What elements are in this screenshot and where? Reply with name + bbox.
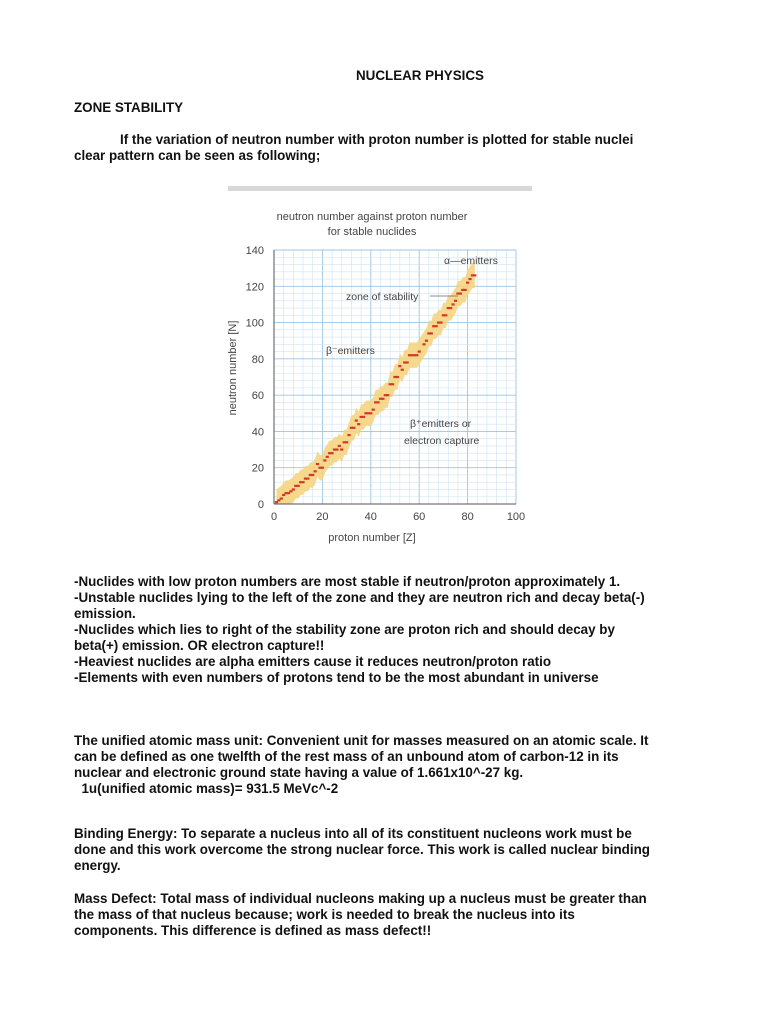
beta-minus-label: β⁻emitters bbox=[326, 345, 375, 357]
document-title: NUCLEAR PHYSICS bbox=[356, 68, 484, 83]
data-point bbox=[347, 434, 350, 436]
data-point bbox=[292, 488, 295, 490]
data-point bbox=[468, 278, 471, 280]
mass-defect-line: components. This difference is defined as mass defect!! bbox=[74, 923, 432, 938]
data-point bbox=[316, 463, 319, 465]
intro-line-1: If the variation of neutron number with proton number is plotted for stable nuclei bbox=[120, 132, 634, 147]
data-point bbox=[323, 459, 326, 461]
stability-chart bbox=[222, 176, 532, 550]
chart-subtitle: for stable nuclides bbox=[327, 226, 417, 238]
data-point bbox=[439, 321, 442, 323]
x-tick-label: 100 bbox=[506, 511, 526, 523]
mass-defect-line: Mass Defect: Total mass of individual nucleons making up a nucleus must be greater than bbox=[74, 891, 647, 906]
data-point bbox=[464, 289, 467, 291]
data-point bbox=[473, 274, 476, 276]
data-point bbox=[338, 445, 341, 447]
data-point bbox=[297, 485, 300, 487]
faint-caption bbox=[228, 186, 532, 191]
section-heading: ZONE STABILITY bbox=[74, 100, 184, 115]
x-tick-label: 40 bbox=[364, 511, 377, 523]
y-tick-label: 100 bbox=[245, 317, 264, 330]
data-point bbox=[398, 365, 401, 367]
amu-line: 1u(unified atomic mass)= 931.5 MeVc^-2 bbox=[74, 781, 339, 796]
y-tick-label: 0 bbox=[257, 499, 264, 511]
data-point bbox=[425, 340, 428, 342]
alpha-emitters-label: α—emitters bbox=[444, 255, 498, 267]
data-point bbox=[406, 361, 409, 363]
y-tick-label: 140 bbox=[245, 245, 264, 257]
data-point bbox=[355, 419, 358, 421]
bullet-line: beta(+) emission. OR electron capture!! bbox=[74, 638, 325, 653]
data-point bbox=[418, 351, 421, 353]
data-point bbox=[381, 398, 384, 400]
x-tick-label: 80 bbox=[461, 511, 474, 523]
data-point bbox=[321, 467, 324, 469]
data-point bbox=[401, 369, 404, 371]
x-tick-label: 60 bbox=[413, 511, 426, 523]
data-point bbox=[314, 470, 317, 472]
bullet-line: -Elements with even numbers of protons tend to be the most abundant in universe bbox=[74, 670, 599, 685]
data-point bbox=[386, 394, 389, 396]
amu-line: nuclear and electronic ground state having a value of 1.661x10^-27 kg. bbox=[74, 765, 524, 780]
data-point bbox=[326, 456, 329, 458]
data-point bbox=[449, 307, 452, 309]
data-point bbox=[357, 423, 360, 425]
data-point bbox=[396, 376, 399, 378]
data-point bbox=[451, 303, 454, 305]
data-point bbox=[391, 383, 394, 385]
x-tick-label: 0 bbox=[270, 511, 278, 523]
data-point bbox=[466, 282, 469, 284]
bullet-line: -Nuclides with low proton numbers are most stable if neutron/proton approximately 1. bbox=[74, 574, 621, 589]
y-tick-label: 120 bbox=[245, 281, 264, 294]
amu-line: The unified atomic mass unit: Convenient unit for masses measured on an atomic scale. It bbox=[74, 733, 649, 748]
binding-line: Binding Energy: To separate a nucleus into all of its constituent nucleons work must be bbox=[74, 826, 632, 841]
data-point bbox=[459, 292, 462, 294]
intro-line-2: clear pattern can be seen as following; bbox=[74, 148, 321, 163]
data-point bbox=[345, 441, 348, 443]
mass-defect-line: the mass of that nucleus because; work is needed to break the nucleus into its bbox=[74, 907, 575, 922]
chart-title: neutron number against proton number bbox=[276, 211, 468, 223]
beta-plus-label-2: electron capture bbox=[404, 435, 480, 447]
beta-plus-label-1: β⁺emitters or bbox=[410, 418, 472, 430]
data-point bbox=[444, 314, 447, 316]
data-point bbox=[430, 332, 433, 334]
bullet-line: emission. bbox=[74, 606, 136, 621]
data-point bbox=[415, 354, 418, 356]
data-point bbox=[340, 448, 343, 450]
data-point bbox=[330, 452, 333, 454]
data-point bbox=[435, 325, 438, 327]
data-point bbox=[311, 474, 314, 476]
data-point bbox=[280, 497, 283, 499]
data-point bbox=[422, 343, 425, 345]
data-point bbox=[372, 409, 375, 411]
amu-line: can be defined as one twelfth of the rest mass of an unbound atom of carbon-12 in its bbox=[74, 749, 619, 764]
bullet-line: -Heaviest nuclides are alpha emitters cause it reduces neutron/proton ratio bbox=[74, 654, 551, 669]
y-tick-label: 60 bbox=[251, 390, 264, 403]
y-tick-label: 20 bbox=[251, 462, 264, 475]
data-point bbox=[335, 448, 338, 450]
data-point bbox=[369, 412, 372, 414]
binding-line: energy. bbox=[74, 858, 121, 873]
zone-of-stability-label: zone of stability bbox=[346, 291, 419, 303]
y-tick-label: 40 bbox=[251, 426, 264, 439]
data-point bbox=[454, 300, 457, 302]
data-point bbox=[306, 478, 309, 480]
y-tick-label: 80 bbox=[251, 353, 264, 366]
bullet-line: -Nuclides which lies to right of the stability zone are proton rich and should decay by bbox=[74, 622, 615, 637]
binding-line: done and this work overcome the strong nuclear force. This work is called nuclear binding bbox=[74, 842, 650, 857]
data-point bbox=[352, 427, 355, 429]
data-point bbox=[376, 401, 379, 403]
x-axis-label: proton number [Z] bbox=[328, 532, 416, 544]
bullet-line: -Unstable nuclides lying to the left of the zone and they are neutron rich and decay beta(-) bbox=[74, 590, 645, 605]
data-point bbox=[362, 416, 365, 418]
data-point bbox=[301, 481, 304, 483]
y-axis-label: neutron number [N] bbox=[227, 320, 239, 416]
x-tick-label: 20 bbox=[316, 511, 329, 523]
